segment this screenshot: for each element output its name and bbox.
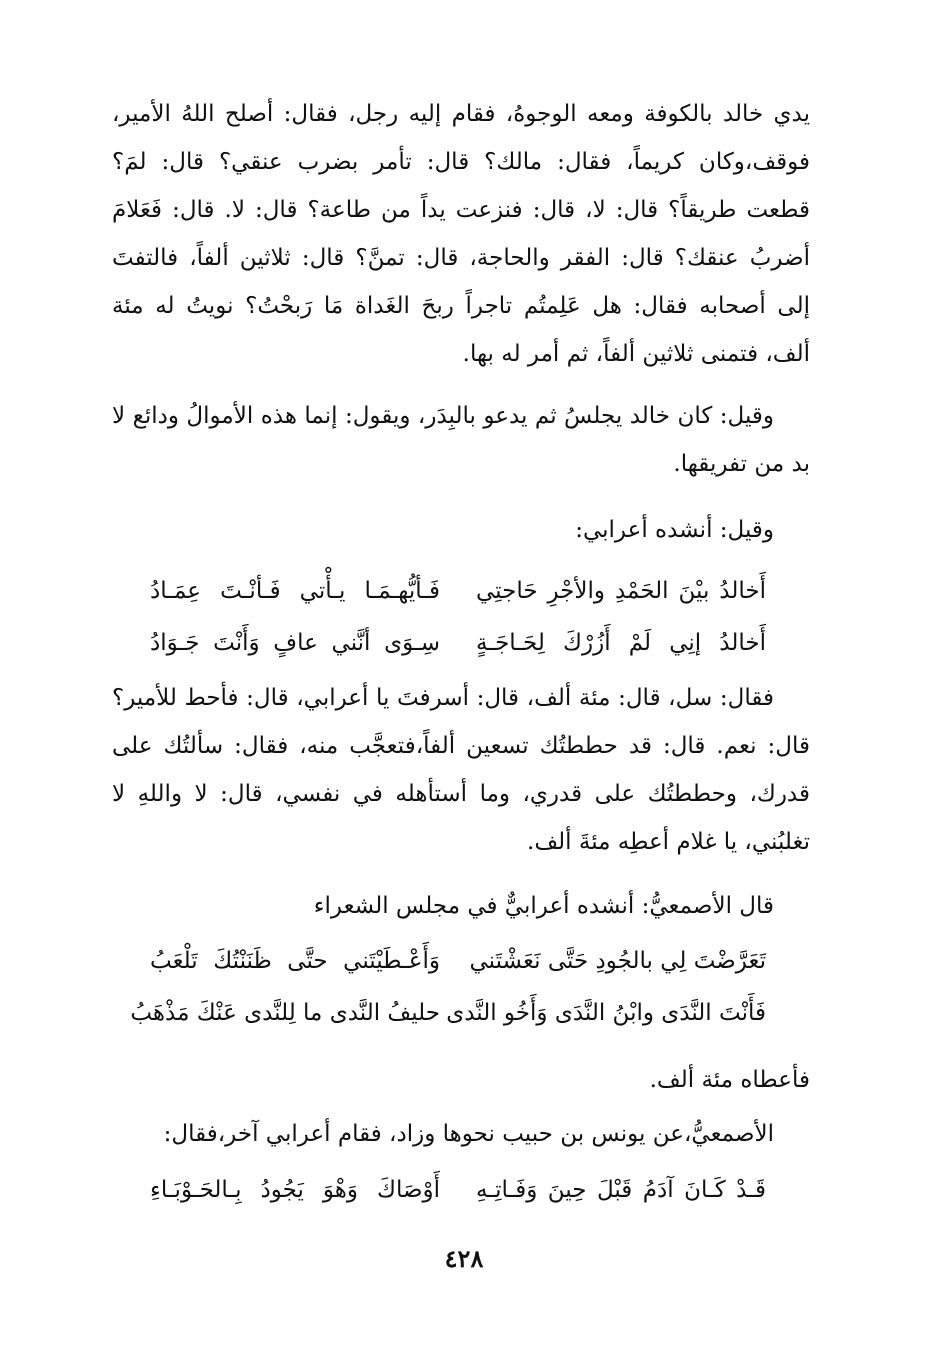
paragraph-5: قال الأصمعيُّ: أنشده أعرابيٌّ في مجلس الشعراء (313, 893, 774, 919)
verse (150, 1164, 766, 1216)
verse-first-hemistich: فَأَنْتَ النَّدَى وابْنُ النَّدَى وَأَخُو النَّدى (446, 1000, 766, 1026)
poem-1 (150, 565, 766, 669)
verse-second-hemistich: سِـوَى أنَّني عافٍ وَأَنْتَ جَـوَادُ (150, 630, 440, 656)
poem-3 (150, 1164, 766, 1216)
paragraph-4: فقال: سل، قال: مئة ألف، قال: أسرفتَ يا أعرابي، قال: فأحط للأمير؟ قال: نعم. قال: قد حططتُك تسعين ألفاً،فتعجَّب منه، فقال: سألتُك على قدرك، وحططتُك على قدري، وما أستأهله في نفسي، قال: لا واللهِ لا تغلبُني، يا غلام أعطِه مئةَ ألف. (112, 685, 810, 855)
verse-first-hemistich: تَعَرَّضْتَ لِي بالجُودِ حَتَّى نَعَشْتَني (469, 948, 766, 974)
verse-first-hemistich: أَخالدُ بيْنَ الحَمْدِ والأجْرِ حَاجتِي (476, 578, 766, 604)
verse-second-hemistich: وَأَعْـطَيْتَني حتَّى ظَنَنْتُكَ تَلْعَبُ (150, 948, 440, 974)
paragraph-2: وقيل: كان خالد يجلسُ ثم يدعو بالبِدَر، ويقول: إنما هذه الأموالُ ودائع لا بد من تفريقها. (112, 403, 810, 477)
verse (150, 935, 766, 987)
verse-first-hemistich: أَخالدُ إنِي لَمْ أَزُرْكَ لِحَـاجَـةٍ (476, 630, 766, 656)
verse-second-hemistich: حليفُ النَّدى ما لِلنَّدى عَنْكَ مَذْهَبُ (130, 1000, 440, 1026)
paragraph-6: فأعطاه مئة ألف. (649, 1067, 810, 1093)
page-number: ٤٢٨ (444, 1244, 484, 1273)
verse-second-hemistich: فَـأيُّهـمَـا يـأْتي فَـأنْـتَ عِمَـادُ (150, 578, 440, 604)
paragraph-1: يدي خالد بالكوفة ومعه الوجوهُ، فقام إليه رجل، فقال: أصلح اللهُ الأمير، فوقف،وكان كريماً، فقال: مالك؟ قال: تأمر بضرب عنقي؟ قال: لمَ؟ قطعت طريقاً؟ قال: لا، قال: فنزعت يداً من طاعة؟ قال: لا. قال: فَعَلامَ أضربُ عنقك؟ قال: الفقر والحاجة، قال: تمنَّ؟ قال: ثلاثين ألفاً، فالتفتَ إلى أصحابه فقال: هل عَلِمتُم تاجراً ربحَ الغَداة مَا رَبحْتُ؟ نويتُ له مئة ألف، فتمنى ثلاثين ألفاً، ثم أمر له بها. (112, 101, 810, 367)
paragraph-7: الأصمعيُّ،عن يونس بن حبيب نحوها وزاد، فقام أعرابي آخر،فقال: (163, 1121, 774, 1147)
verse (130, 987, 766, 1039)
verse-first-hemistich: قَـدْ كَـانَ آدَمُ قَبْلَ حِينَ وَفَـاتِـهِ (476, 1177, 766, 1203)
verse-second-hemistich: أَوْصَاكَ وَهْوَ يَجُودُ بِـالحَـوْبَـاءِ (150, 1177, 440, 1203)
poem-2 (130, 935, 766, 1039)
paragraph-3: وقيل: أنشده أعرابي: (575, 517, 774, 543)
verse (150, 565, 766, 617)
verse (150, 617, 766, 669)
